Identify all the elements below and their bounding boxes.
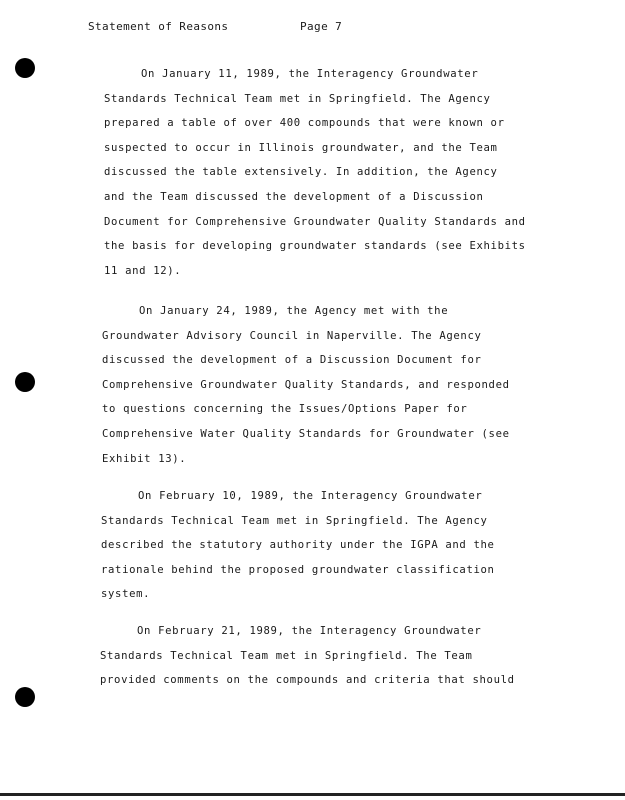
paragraph-3: [101, 490, 495, 613]
text-line: Comprehensive Groundwater Quality Standards, and responded: [102, 378, 510, 391]
page-header: [88, 20, 343, 33]
text-line: Standards Technical Team met in Springfield. The Agency: [104, 92, 491, 105]
text-line: prepared a table of over 400 compounds that were known or: [104, 117, 505, 130]
text-line: Comprehensive Water Quality Standards for Groundwater (see: [102, 427, 510, 440]
text-line: On January 11, 1989, the Interagency Groundwater: [141, 68, 479, 80]
binder-hole-bottom: [15, 687, 35, 707]
binder-hole-middle: [15, 372, 35, 392]
scan-edge-line: [0, 793, 625, 796]
text-line: Standards Technical Team met in Springfield. The Team: [100, 649, 473, 662]
text-line: discussed the table extensively. In addition, the Agency: [104, 166, 498, 179]
document-title: Statement of Reasons: [88, 20, 229, 33]
text-line: Standards Technical Team met in Springfield. The Agency: [101, 514, 488, 527]
text-line: On January 24, 1989, the Agency met with the: [139, 305, 449, 317]
text-line: rationale behind the proposed groundwater classification: [101, 563, 495, 576]
text-line: suspected to occur in Illinois groundwater, and the Team: [104, 141, 498, 154]
text-line: Exhibit 13).: [102, 452, 187, 465]
paragraph-1: [104, 68, 526, 289]
text-line: the basis for developing groundwater standards (see Exhibits: [104, 240, 526, 253]
page-number: Page 7: [300, 20, 343, 33]
paragraph-4: [100, 625, 515, 699]
text-line: Document for Comprehensive Groundwater Quality Standards and: [104, 215, 526, 228]
text-line: system.: [101, 588, 151, 601]
text-line: On February 10, 1989, the Interagency Groundwater: [138, 490, 483, 502]
text-line: discussed the development of a Discussion Document for: [102, 354, 482, 367]
text-line: Groundwater Advisory Council in Naperville. The Agency: [102, 329, 482, 342]
text-line: On February 21, 1989, the Interagency Groundwater: [137, 625, 482, 637]
text-line: to questions concerning the Issues/Options Paper for: [102, 403, 468, 416]
binder-hole-top: [15, 58, 35, 78]
text-line: and the Team discussed the development of a Discussion: [104, 190, 484, 203]
text-line: 11 and 12).: [104, 264, 182, 277]
text-line: provided comments on the compounds and criteria that should: [100, 674, 515, 687]
paragraph-2: [102, 305, 510, 477]
text-line: described the statutory authority under the IGPA and the: [101, 539, 495, 552]
